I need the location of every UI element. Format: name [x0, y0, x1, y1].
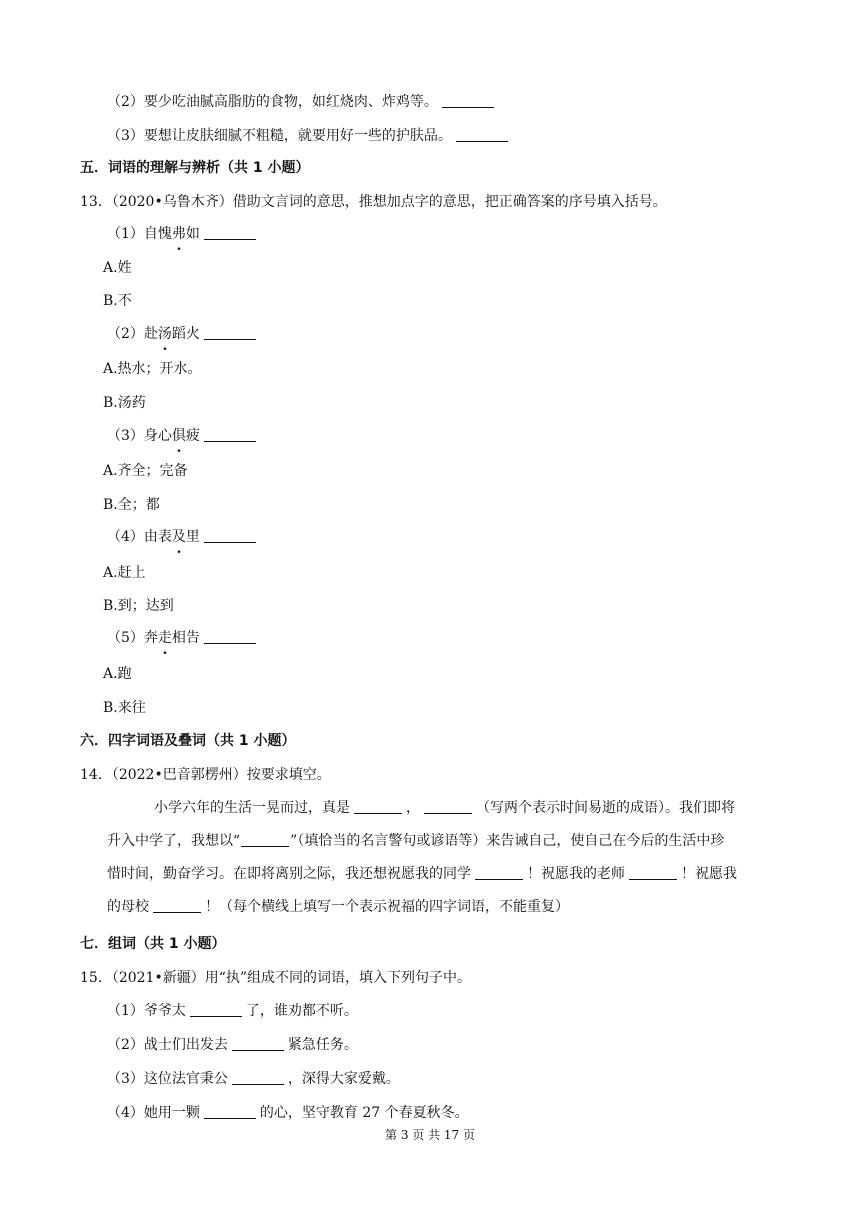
question-13-stem: 13．（2020•乌鲁木齐）借助文言词的意思，推想加点字的意思，把正确答案的序号填入括号。 [80, 194, 667, 210]
answer-blank[interactable] [456, 127, 508, 142]
answer-blank[interactable] [190, 1002, 242, 1017]
answer-blank[interactable] [232, 1070, 284, 1085]
answer-blank[interactable] [204, 528, 256, 543]
q15-sub-1: （1）爷爷太 了，谁劝都不听。 [107, 1003, 358, 1019]
q13-sub-2-option-a: A.热水；开水。 [103, 361, 202, 377]
q13-sub-2: （2）赴汤蹈火 [107, 324, 260, 344]
answer-blank[interactable] [204, 225, 256, 240]
section-6-heading: 六．四字词语及叠词（共 1 小题） [80, 733, 296, 749]
prev-item-3: （3）要想让皮肤细腻不粗糙，就要用好一些的护肤品。 [107, 126, 512, 146]
q13-sub-2-option-b: B.汤药 [103, 395, 146, 411]
answer-blank[interactable] [204, 427, 256, 442]
q13-sub-1: （1）自愧弗如 [107, 224, 260, 244]
q13-sub-3: （3）身心俱疲 [107, 426, 260, 446]
q13-sub-4-option-a: A.赶上 [103, 565, 146, 581]
dotted-char: 弗 [171, 226, 186, 242]
q15-sub-2: （2）战士们出发去 紧急任务。 [107, 1037, 358, 1053]
dotted-char: 汤 [157, 326, 172, 342]
answer-blank[interactable] [232, 1036, 284, 1051]
answer-blank[interactable] [204, 629, 256, 644]
q15-sub-4: （4）她用一颗 的心，坚守教育 27 个春夏秋冬。 [107, 1105, 469, 1121]
dotted-char: 及 [171, 529, 186, 545]
page-footer: 第 3 页 共 17 页 [385, 1128, 475, 1142]
q13-sub-3-option-b: B.全；都 [103, 497, 160, 513]
q13-sub-4: （4）由表及里 [107, 527, 260, 547]
q13-sub-5: （5）奔走相告 [107, 628, 260, 648]
q13-sub-1-option-b: B.不 [103, 293, 132, 309]
answer-blank[interactable] [629, 865, 677, 880]
section-5-heading: 五．词语的理解与辨析（共 1 小题） [80, 160, 310, 176]
q13-sub-3-option-a: A.齐全；完备 [103, 463, 188, 479]
answer-blank[interactable] [153, 898, 201, 913]
answer-blank[interactable] [204, 325, 256, 340]
question-14-stem: 14．（2022•巴音郭楞州）按要求填空。 [80, 767, 331, 783]
q15-sub-3: （3）这位法官秉公 ，深得大家爱戴。 [107, 1071, 400, 1087]
dotted-char: 走 [157, 630, 172, 646]
answer-blank[interactable] [424, 799, 472, 814]
answer-blank[interactable] [354, 799, 402, 814]
q13-sub-4-option-b: B.到；达到 [103, 598, 174, 614]
q13-sub-5-option-b: B.来往 [103, 700, 146, 716]
q13-sub-5-option-a: A.跑 [103, 666, 132, 682]
answer-blank[interactable] [241, 832, 289, 847]
prev-item-2: （2）要少吃油腻高脂肪的食物，如红烧肉、炸鸡等。 [107, 92, 498, 112]
question-15-stem: 15．（2021•新疆）用“执”组成不同的词语，填入下列句子中。 [80, 970, 472, 986]
answer-blank[interactable] [204, 1104, 256, 1119]
section-7-heading: 七．组词（共 1 小题） [80, 936, 226, 952]
answer-blank[interactable] [475, 865, 523, 880]
dotted-char: 俱 [171, 428, 186, 444]
answer-blank[interactable] [442, 93, 494, 108]
question-14-paragraph: 小学六年的生活一晃而过，真是 ， （写两个表示时间易逝的成语）。我们即将 升入中学了，我想以“ ”（填恰当的名言警句或谚语等）来告诫自己，使自己在今后的生活中珍 惜时间，勤奋学习。在即将离别之际，我还想祝愿我的同学 ！祝愿我的老师 ！祝愿我 的母校 ！（每个横线上填写一个表示祝福的四字词语，不能重复） [107, 800, 737, 915]
q13-sub-1-option-a: A.姓 [103, 260, 132, 276]
